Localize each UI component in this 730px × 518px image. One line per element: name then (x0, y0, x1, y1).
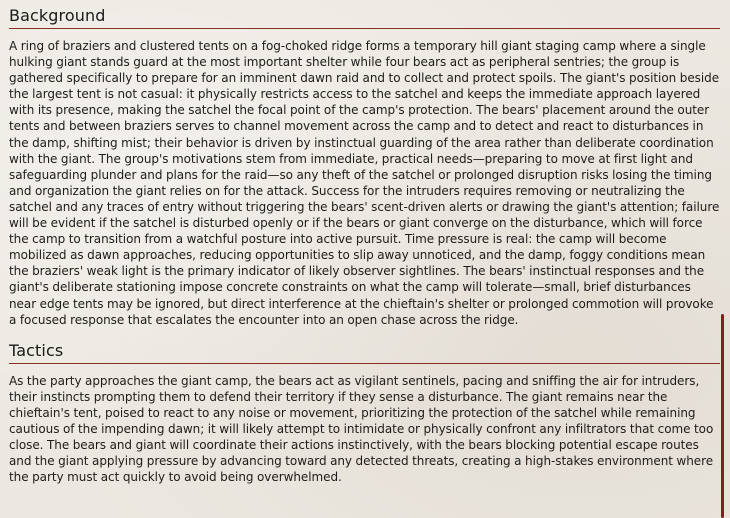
background-heading: Background (9, 6, 720, 29)
tactics-paragraph: As the party approaches the giant camp, the bears act as vigilant sentinels, pacing and sniffing the air for intruders, their instincts prompting them to defend their territory if they sense a disturbance. The giant remains near the chieftain's tent, poised to react to any noise or movement, prioritizing the protection of the satchel while remaining cautious of the impending dawn; it will likely attempt to intimidate or physically confront any infiltrators that come too close. The bears and giant will coordinate their actions instinctively, with the bears blocking potential escape routes and the giant applying pressure by advancing toward any detected threats, creating a high-stakes environment where the party must act quickly to avoid being overwhelmed. (9, 373, 714, 485)
background-paragraph: A ring of braziers and clustered tents on a fog-choked ridge forms a temporary hill giant staging camp where a single hulking giant stands guard at the most important shelter while four bears act as peripheral sentries; the group is gathered specifically to prepare for an imminent dawn raid and to collect and protect spoils. The giant's position beside the largest tent is not casual: it physically restricts access to the satchel and keeps the immediate approach layered with its presence, making the satchel the focal point of the camp's protection. The bears' placement around the outer tents and between braziers serves to channel movement across the camp and to detect and react to disturbances in the damp, shifting mist; their behavior is driven by instinctual guarding of the area rather than deliberate coordination with the giant. The group's motivations stem from immediate, practical needs—preparing to move at first light and safeguarding plunder and plans for the raid—so any theft of the satchel or prolonged disruption risks losing the timing and organization the giant relies on for the attack. Success for the intruders requires removing or neutralizing the satchel and any traces of entry without triggering the bears' scent-driven alerts or drawing the giant's attention; failure will be evident if the satchel is disturbed openly or if the bears or giant converge on the disturbance, which will force the camp to transition from a watchful posture into active pursuit. Time pressure is real: the camp will become mobilized as dawn approaches, reducing opportunities to slip away unnoticed, and the damp, foggy conditions mean the braziers' weak light is the primary indicator of likely observer sightlines. The bears' instinctual responses and the giant's deliberate stationing impose concrete constraints on what the camp will tolerate—small, brief disturbances near edge tents may be ignored, but direct interference at the chieftain's shelter or prolonged commotion will provoke a focused response that escalates the encounter into an open chase across the ridge. (9, 39, 720, 327)
scrollbar-thumb[interactable] (721, 314, 724, 518)
background-section (9, 6, 720, 328)
tactics-heading: Tactics (9, 341, 720, 364)
tactics-section (9, 341, 720, 486)
